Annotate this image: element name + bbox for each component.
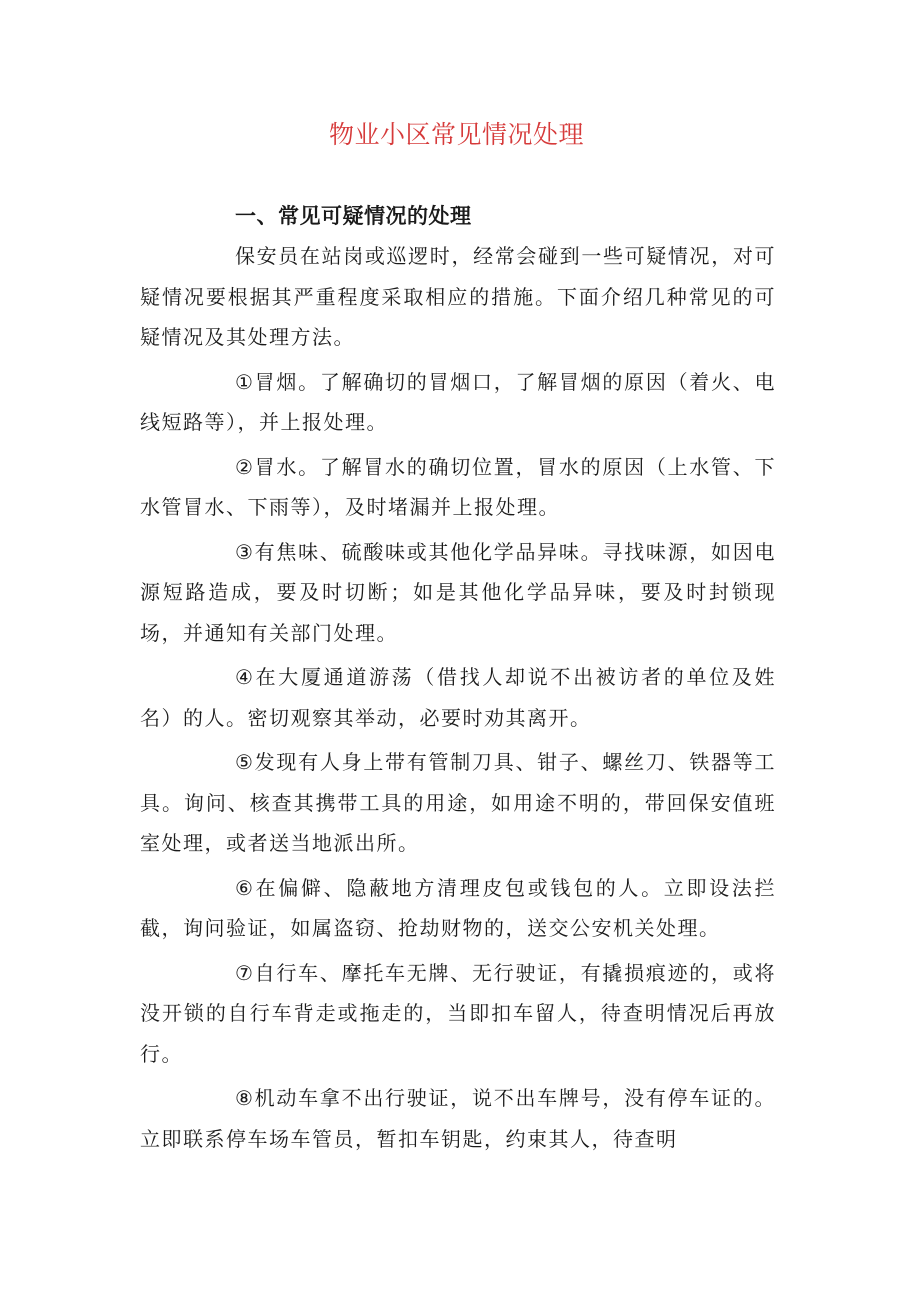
paragraph-item-6: ⑥在偏僻、隐蔽地方清理皮包或钱包的人。立即设法拦截，询问验证，如属盗窃、抢劫财物的，送交公安机关处理。: [140, 875, 776, 940]
paragraph-item-7: ⑦自行车、摩托车无牌、无行驶证，有撬损痕迹的，或将没开锁的自行车背走或拖走的，当即扣车留人，待查明情况后再放行。: [140, 960, 776, 1066]
document-body: [140, 236, 776, 1159]
paragraph-item-5: ⑤发现有人身上带有管制刀具、钳子、螺丝刀、铁器等工具。询问、核查其携带工具的用途，如用途不明的，带回保安值班室处理，或者送当地派出所。: [140, 750, 776, 855]
paragraph-item-2: ②冒水。了解冒水的确切位置，冒水的原因（上水管、下水管冒水、下雨等），及时堵漏并上报处理。: [140, 454, 776, 519]
paragraph-item-3: ③有焦味、硫酸味或其他化学品异味。寻找味源，如因电源短路造成，要及时切断；如是其他化学品异味，要及时封锁现场，并通知有关部门处理。: [140, 539, 776, 645]
paragraph-item-4: ④在大厦通道游荡（借找人却说不出被访者的单位及姓名）的人。密切观察其举动，必要时劝其离开。: [140, 665, 776, 730]
document-title: 物业小区常见情况处理: [328, 120, 584, 149]
paragraph-item-8: ⑧机动车拿不出行驶证，说不出车牌号，没有停车证的。立即联系停车场车管员，暂扣车钥匙，约束其人，待查明: [140, 1086, 776, 1151]
section-heading: 一、常见可疑情况的处理: [235, 204, 472, 228]
paragraph-item-1: ①冒烟。了解确切的冒烟口，了解冒烟的原因（着火、电线短路等），并上报处理。: [140, 369, 776, 434]
paragraph-intro: 保安员在站岗或巡逻时，经常会碰到一些可疑情况，对可疑情况要根据其严重程度采取相应的措施。下面介绍几种常见的可疑情况及其处理方法。: [140, 244, 776, 349]
